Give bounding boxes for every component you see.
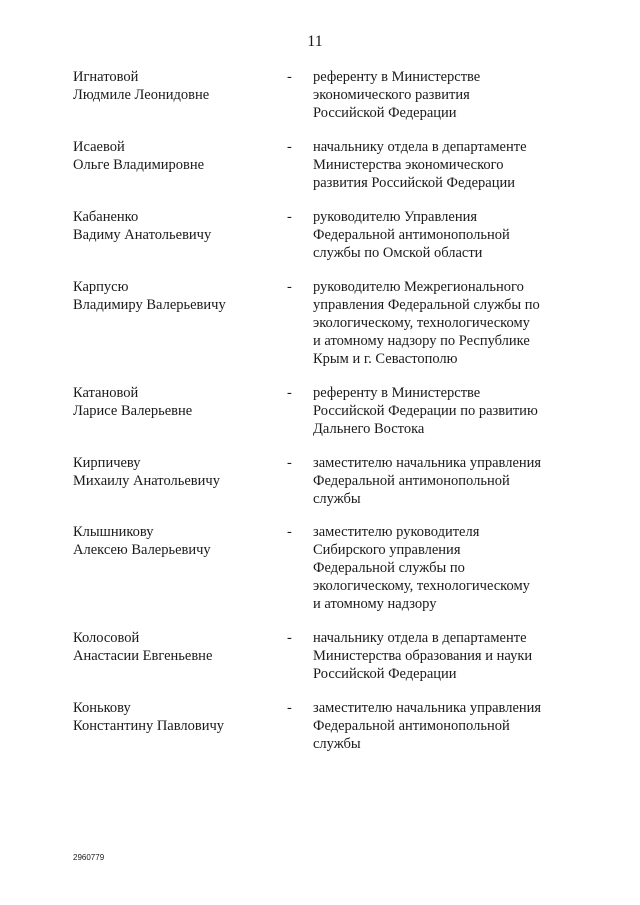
- separator-dash: -: [287, 385, 292, 401]
- position-line: руководителю Межрегионального: [313, 279, 524, 295]
- page-number: 11: [307, 33, 323, 50]
- position-line: референту в Министерстве: [313, 69, 481, 85]
- document-code: 2960779: [73, 853, 105, 862]
- list-item: [0, 138, 640, 208]
- position-title: [313, 454, 573, 508]
- given-names: Ольге Владимировне: [73, 157, 205, 173]
- surname: Катановой: [73, 385, 139, 401]
- person-name: [73, 278, 273, 314]
- surname: Игнатовой: [73, 69, 139, 85]
- list-item: [0, 454, 640, 523]
- position-title: [313, 138, 573, 192]
- given-names: Алексею Валерьевичу: [73, 542, 211, 558]
- appointment-list: [0, 68, 640, 769]
- position-line: Федеральной антимонопольной: [313, 473, 510, 489]
- position-line: и атомному надзору: [313, 596, 437, 612]
- person-name: [73, 523, 273, 559]
- given-names: Вадиму Анатольевичу: [73, 227, 212, 243]
- surname: Колосовой: [73, 630, 140, 646]
- person-name: [73, 384, 273, 420]
- position-line: руководителю Управления: [313, 209, 478, 225]
- separator-dash: -: [287, 524, 292, 540]
- surname: Исаевой: [73, 139, 125, 155]
- list-item: [0, 68, 640, 138]
- position-line: начальнику отдела в департаменте: [313, 139, 527, 155]
- separator-dash: -: [287, 69, 292, 85]
- position-line: Дальнего Востока: [313, 421, 425, 437]
- position-line: Российской Федерации: [313, 666, 457, 682]
- position-line: референту в Министерстве: [313, 385, 481, 401]
- position-line: Крым и г. Севастополю: [313, 351, 458, 367]
- list-item: [0, 699, 640, 769]
- person-name: [73, 629, 273, 665]
- surname: Клышникову: [73, 524, 154, 540]
- surname: Конькову: [73, 700, 131, 716]
- position-title: [313, 68, 573, 122]
- position-title: [313, 699, 573, 753]
- position-line: Федеральной службы по: [313, 560, 465, 576]
- person-name: [73, 454, 273, 490]
- separator-dash: -: [287, 700, 292, 716]
- given-names: Людмиле Леонидовне: [73, 87, 210, 103]
- position-title: [313, 629, 573, 683]
- position-title: [313, 384, 573, 438]
- position-line: службы: [313, 491, 361, 507]
- list-item: [0, 384, 640, 454]
- person-name: [73, 68, 273, 104]
- position-line: Федеральной антимонопольной: [313, 227, 510, 243]
- position-line: заместителю руководителя: [313, 524, 480, 540]
- given-names: Ларисе Валерьевне: [73, 403, 193, 419]
- person-name: [73, 138, 273, 174]
- separator-dash: -: [287, 630, 292, 646]
- position-line: Российской Федерации: [313, 105, 457, 121]
- position-title: [313, 278, 573, 368]
- person-name: [73, 208, 273, 244]
- list-item: [0, 208, 640, 278]
- surname: Карпусю: [73, 279, 129, 295]
- separator-dash: -: [287, 209, 292, 225]
- position-line: начальнику отдела в департаменте: [313, 630, 527, 646]
- position-line: Российской Федерации по развитию: [313, 403, 538, 419]
- position-line: Федеральной антимонопольной: [313, 718, 510, 734]
- separator-dash: -: [287, 455, 292, 471]
- position-line: заместителю начальника управления: [313, 700, 542, 716]
- position-line: Сибирского управления: [313, 542, 461, 558]
- surname: Кирпичеву: [73, 455, 141, 471]
- person-name: [73, 699, 273, 735]
- position-line: экологическому, технологическому: [313, 315, 530, 331]
- separator-dash: -: [287, 279, 292, 295]
- separator-dash: -: [287, 139, 292, 155]
- list-item: [0, 278, 640, 384]
- list-item: [0, 629, 640, 699]
- position-line: и атомному надзору по Республике: [313, 333, 530, 349]
- position-line: заместителю начальника управления: [313, 455, 542, 471]
- position-line: развития Российской Федерации: [313, 175, 515, 191]
- position-line: экономического развития: [313, 87, 470, 103]
- position-line: Министерства экономического: [313, 157, 504, 173]
- given-names: Владимиру Валерьевичу: [73, 297, 226, 313]
- given-names: Анастасии Евгеньевне: [73, 648, 213, 664]
- surname: Кабаненко: [73, 209, 139, 225]
- position-line: службы по Омской области: [313, 245, 483, 261]
- list-item: [0, 523, 640, 629]
- given-names: Михаилу Анатольевичу: [73, 473, 220, 489]
- position-line: службы: [313, 736, 361, 752]
- position-line: Министерства образования и науки: [313, 648, 533, 664]
- position-title: [313, 208, 573, 262]
- given-names: Константину Павловичу: [73, 718, 225, 734]
- position-line: экологическому, технологическому: [313, 578, 530, 594]
- position-line: управления Федеральной службы по: [313, 297, 540, 313]
- position-title: [313, 523, 573, 613]
